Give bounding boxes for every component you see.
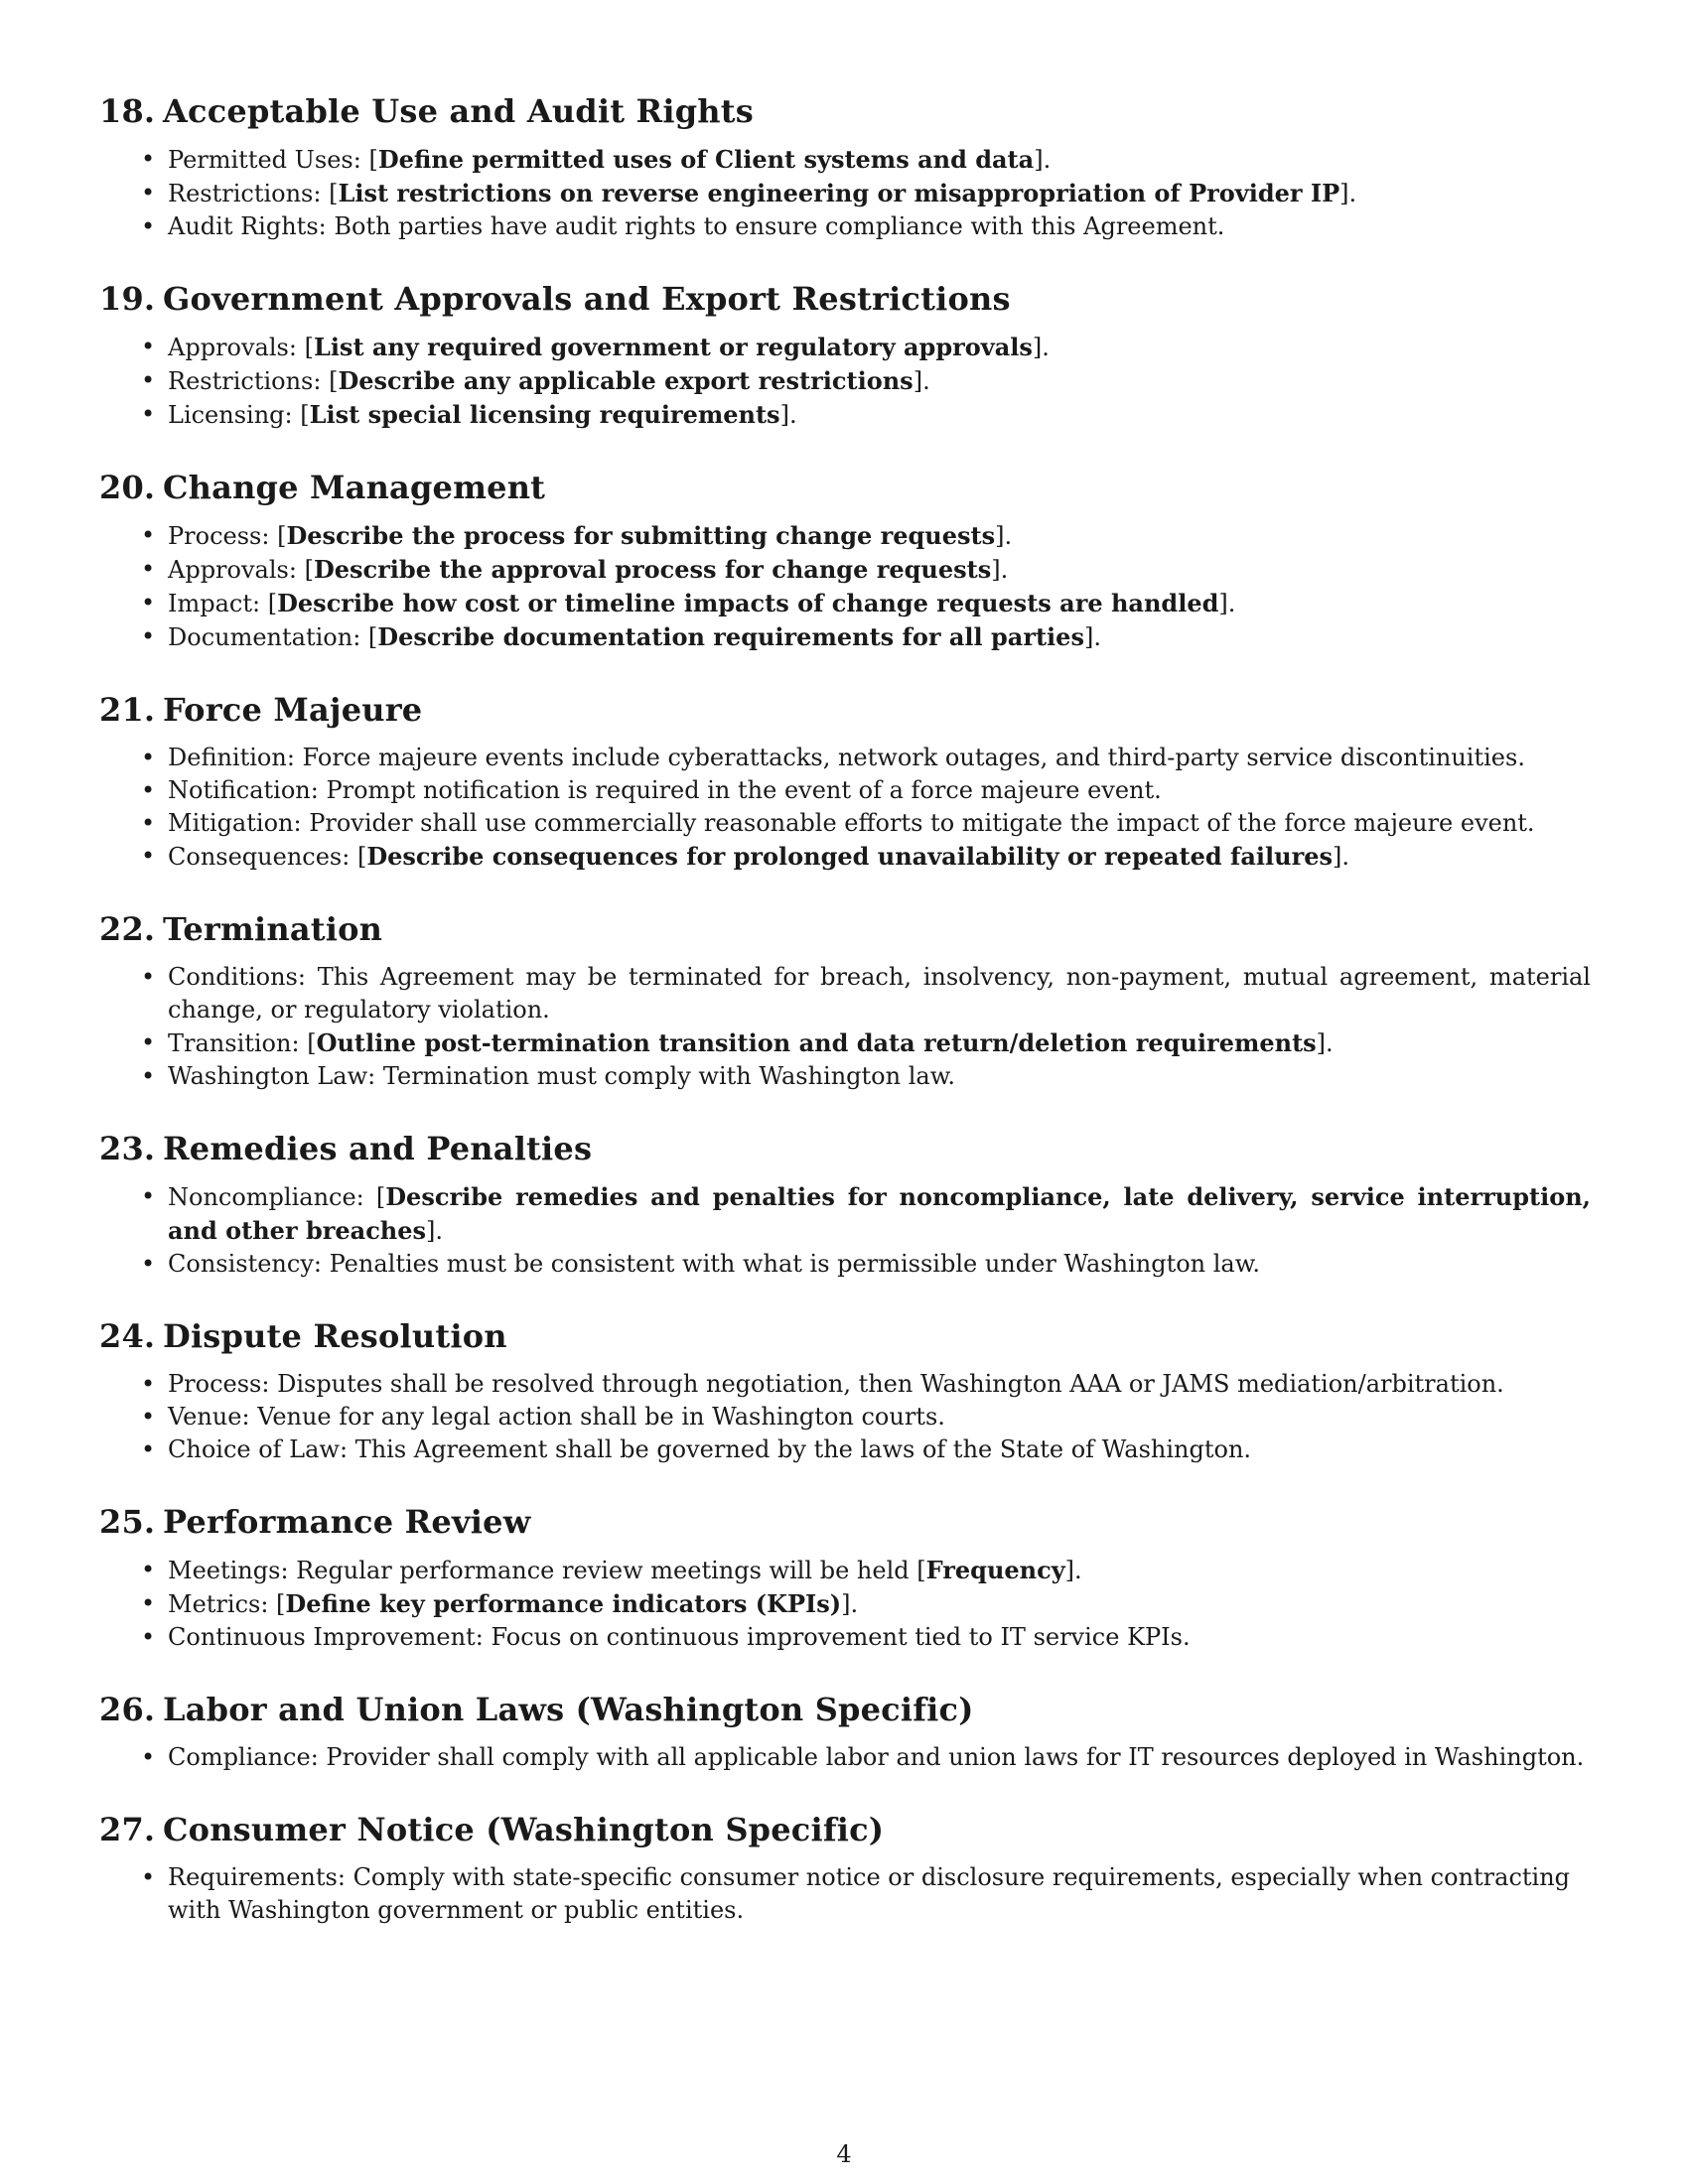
clause-text: Venue for any legal action shall be in Washington courts. [257,1403,945,1431]
clause-item: • Permitted Uses: [Define permitted uses of Client systems and data]. [99,143,1591,177]
section-heading [99,1502,1591,1542]
section-heading [99,279,1591,319]
section-18 [99,91,1591,243]
section-20 [99,468,1591,654]
clause-label: Notification: [168,776,319,804]
clause-text: Prompt notification is required in the event of a force majeure event. [326,776,1162,804]
placeholder-text: Describe documentation requirements for all parties [377,622,1084,651]
clause-suffix: . [1348,180,1357,207]
section-number: 21. [99,691,156,729]
clause-label: Approvals: [168,334,297,361]
clause-item [99,774,1591,807]
section-27 [99,1810,1591,1927]
clause-text: Provider shall use commercially reasonable efforts to mitigate the impact of the force majeure event. [309,809,1535,837]
clause-suffix: . [1341,843,1350,871]
clause-text: This Agreement shall be governed by the laws of the State of Washington. [354,1435,1252,1463]
clause-label: Washington Law: [168,1062,376,1090]
clause-suffix: . [1043,146,1052,174]
section-title: Government Approvals and Export Restrictions [163,280,1011,318]
clause-item: • Noncompliance: [Describe remedies and penalties for noncompliance, late delivery, service interruption, and other breaches]. [99,1180,1591,1248]
clause-item: • Metrics: [Define key performance indicators (KPIs)]. [99,1587,1591,1621]
placeholder-text: List special licensing requirements [309,400,780,429]
section-title: Consumer Notice (Washington Specific) [163,1811,885,1848]
clause-label: Noncompliance: [168,1183,364,1211]
clause-text: Both parties have audit rights to ensure compliance with this Agreement. [334,212,1225,240]
clause-list [99,1180,1591,1281]
document-page [99,91,1591,1963]
clause-label: Process: [168,522,270,550]
clause-item: • Process: [Describe the process for submitting change requests]. [99,519,1591,553]
clause-list [99,961,1591,1093]
clause-item [99,1433,1591,1466]
section-title: Performance Review [163,1503,531,1541]
clause-label: Consequences: [168,843,351,871]
clause-item [99,1060,1591,1093]
clause-suffix: . [922,367,930,395]
clause-item: • Restrictions: [List restrictions on reverse engineering or misappropriation of Provider IP]. [99,177,1591,210]
clause-label: Conditions: [168,963,306,991]
clause-suffix: . [1093,623,1101,651]
section-number: 20. [99,469,156,506]
section-heading [99,91,1591,131]
section-title: Remedies and Penalties [163,1130,593,1167]
section-title: Change Management [163,469,546,506]
placeholder-text: Define permitted uses of Client systems and data [377,145,1035,174]
clause-list [99,1741,1591,1774]
section-number: 25. [99,1503,156,1541]
clause-text: Regular performance review meetings will be held [296,1557,910,1584]
section-21 [99,690,1591,874]
placeholder-text: Describe remedies and penalties for noncompliance, late delivery, service interruption, and other breaches [168,1182,1592,1245]
clause-label: Mitigation: [168,809,302,837]
clause-list [99,1554,1591,1654]
clause-text: Termination must comply with Washington law. [382,1062,956,1090]
clause-item [99,1621,1591,1654]
section-title: Termination [163,910,383,948]
clause-label: Definition: [168,744,295,771]
clause-text: Focus on continuous improvement tied to IT service KPIs. [491,1623,1191,1651]
clause-text: Disputes shall be resolved through negotiation, then Washington AAA or JAMS mediation/arbitration. [277,1370,1504,1398]
section-heading [99,690,1591,730]
placeholder-text: Describe any applicable export restrictions [338,366,914,395]
clause-text: Comply with state-specific consumer notice or disclosure requirements, especially when contracting with Washington government or public entities. [168,1863,1571,1924]
section-heading [99,1316,1591,1356]
clause-item: • Restrictions: [Describe any applicable export restrictions]. [99,364,1591,398]
clause-item: • Impact: [Describe how cost or timeline impacts of change requests are handled]. [99,587,1591,620]
section-number: 26. [99,1691,156,1728]
section-23 [99,1129,1591,1281]
placeholder-text: Describe how cost or timeline impacts of change requests are handled [277,589,1219,617]
clause-item [99,210,1591,243]
page-number: 4 [836,2140,852,2168]
placeholder-text: List any required government or regulatory approvals [313,333,1033,361]
clause-text: Penalties must be consistent with what is permissible under Washington law. [329,1250,1261,1278]
placeholder-text: Frequency [925,1556,1065,1584]
section-number: 22. [99,910,156,948]
clause-label: Approvals: [168,556,297,584]
section-number: 19. [99,280,156,318]
section-25 [99,1502,1591,1654]
clause-suffix: . [1042,334,1050,361]
clause-suffix: . [1326,1029,1334,1057]
clause-list [99,143,1591,243]
clause-text: Provider shall comply with all applicable labor and union laws for IT resources deployed in Washington. [326,1743,1585,1771]
section-number: 24. [99,1317,156,1355]
section-heading [99,468,1591,507]
clause-list [99,742,1591,874]
clause-item [99,742,1591,774]
clause-label: Requirements: [168,1863,346,1891]
clause-list [99,519,1591,654]
section-heading [99,1810,1591,1849]
section-26 [99,1690,1591,1774]
clause-item [99,1248,1591,1281]
section-heading [99,1129,1591,1168]
clause-item [99,1401,1591,1433]
clause-label: Consistency: [168,1250,322,1278]
clause-item: • Consequences: [Describe consequences for prolonged unavailability or repeated failures]. [99,840,1591,874]
clause-text: Force majeure events include cyberattacks, network outages, and third-party service discontinuities. [302,744,1525,771]
clause-label: Metrics: [168,1590,269,1618]
section-number: 18. [99,92,156,130]
section-title: Force Majeure [163,691,423,729]
section-number: 23. [99,1130,156,1167]
section-number: 27. [99,1811,156,1848]
clause-item: • Documentation: [Describe documentation requirements for all parties]. [99,620,1591,654]
clause-list [99,1861,1591,1927]
section-heading [99,909,1591,949]
section-22 [99,909,1591,1093]
clause-suffix: . [1004,522,1013,550]
section-title: Labor and Union Laws (Washington Specific) [163,1691,974,1728]
clause-label: Audit Rights: [168,212,327,240]
clause-label: Continuous Improvement: [168,1623,484,1651]
section-heading [99,1690,1591,1729]
clause-text: This Agreement may be terminated for breach, insolvency, non-payment, mutual agreement, material change, or regulatory violation. [168,963,1591,1024]
clause-item [99,1741,1591,1774]
clause-label: Permitted Uses: [168,146,361,174]
clause-item [99,1368,1591,1401]
clause-suffix: . [435,1217,444,1245]
placeholder-text: Describe consequences for prolonged unavailability or repeated failures [366,842,1334,871]
placeholder-text: Outline post-termination transition and data return/deletion requirements [316,1028,1317,1057]
clause-label: Choice of Law: [168,1435,349,1463]
clause-item: • Transition: [Outline post-termination transition and data return/deletion requirements]. [99,1026,1591,1060]
clause-label: Process: [168,1370,270,1398]
placeholder-text: Define key performance indicators (KPIs) [285,1589,842,1618]
section-24 [99,1316,1591,1466]
clause-suffix: . [1074,1557,1082,1584]
section-title: Dispute Resolution [163,1317,507,1355]
clause-suffix: . [788,401,797,429]
section-title: Acceptable Use and Audit Rights [163,92,754,130]
clause-label: Transition: [168,1029,300,1057]
clause-item: • Licensing: [List special licensing requirements]. [99,398,1591,432]
clause-label: Restrictions: [168,367,322,395]
clause-label: Meetings: [168,1557,289,1584]
clause-label: Impact: [168,590,261,617]
clause-item: • Approvals: [Describe the approval process for change requests]. [99,553,1591,587]
clause-suffix: . [850,1590,859,1618]
clause-label: Restrictions: [168,180,322,207]
clause-suffix: . [1227,590,1236,617]
placeholder-text: Describe the process for submitting change requests [286,521,996,550]
clause-item: • Meetings: Regular performance review meetings will be held [Frequency]. [99,1554,1591,1587]
clause-label: Venue: [168,1403,250,1431]
clause-label: Licensing: [168,401,293,429]
placeholder-text: List restrictions on reverse engineering or misappropriation of Provider IP [338,179,1340,207]
clause-item [99,1861,1591,1927]
clause-label: Compliance: [168,1743,319,1771]
clause-item [99,961,1591,1026]
clause-list [99,1368,1591,1466]
clause-label: Documentation: [168,623,361,651]
clause-suffix: . [1000,556,1009,584]
placeholder-text: Describe the approval process for change requests [313,555,992,584]
section-19 [99,279,1591,432]
clause-item [99,807,1591,840]
clause-list [99,331,1591,432]
clause-item: • Approvals: [List any required government or regulatory approvals]. [99,331,1591,364]
